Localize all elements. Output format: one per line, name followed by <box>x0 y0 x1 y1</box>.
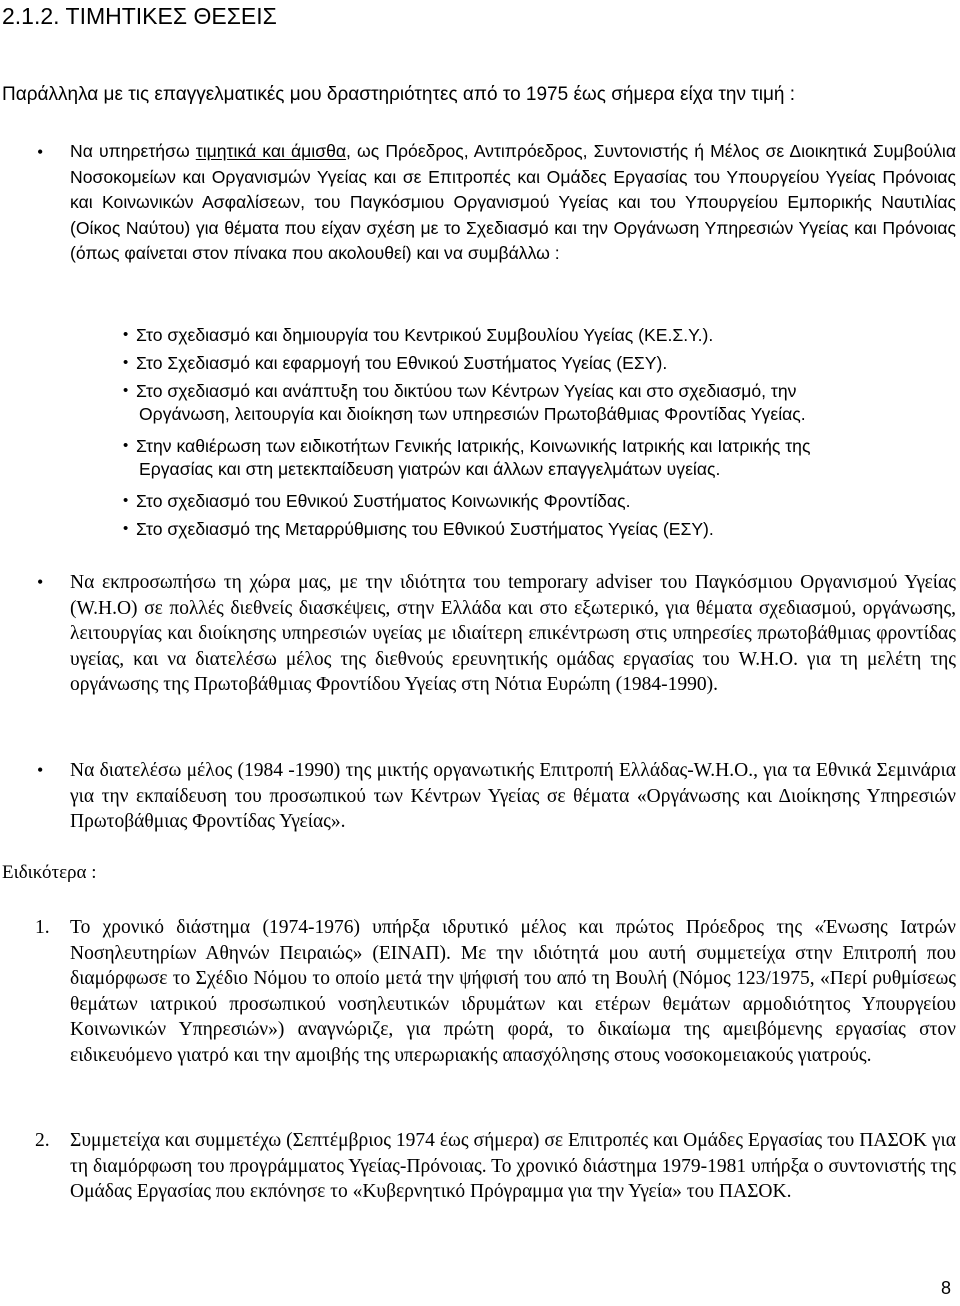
bullet-marker: • <box>37 572 44 592</box>
sub-bullet-marker: • <box>123 382 129 399</box>
section-heading: 2.1.2. ΤΙΜΗΤΙΚΕΣ ΘΕΣΕΙΣ <box>2 3 277 29</box>
item-number: 1. <box>35 917 50 938</box>
bullet-text-after: , ως Πρόεδρος, Αντιπρόεδρος, Συντονιστής ή Μέλος σε Διοικητικά Συμβούλια Νοσοκομείων και Οργανισμών Υγείας και σε Επιτροπές και Ομάδες Εργασίας του Υπουργείου Υγείας Πρόνοιας και Κοινωνικών Ασφαλίσεων, του Παγκόσμιου Οργανισμού Υγείας και του Υπουργείου Εμπορικής Ναυτιλίας (Οίκος Ναύτου) για θέματα που είχαν σχέση με το Σχεδιασμό και την Οργάνωση Υπηρεσιών Υγείας και Πρόνοιας (όπως φαίνεται στον πίνακα που ακολουθεί) και να συμβάλλω : <box>70 141 956 263</box>
bullet-text-underlined: τιμητικά και άμισθα <box>195 141 347 161</box>
sub-bullet-item <box>123 518 960 541</box>
page-number: 8 <box>941 1278 952 1298</box>
sub-bullet-marker: • <box>123 437 129 454</box>
sub-bullet-line: Στο σχεδιασμό και ανάπτυξη του δικτύου των Κέντρων Υγείας και στο σχεδιασμό, την <box>136 381 797 401</box>
sub-bullet-item <box>123 324 960 347</box>
sub-bullet-continuation: Οργάνωση, λειτουργία και διοίκηση των υπηρεσιών Πρωτοβάθμιας Φροντίδας Υγείας. <box>139 403 806 424</box>
bullet-paragraph-seminars: Να διατελέσω μέλος (1984 -1990) της μικτής οργανωτικής Επιτροπή Ελλάδας-W.H.O., για τα Εθνικά Σεμινάρια για την εκπαίδευση του προσωπικού των Κέντρων Υγείας σε θέματα «Οργάνωσης και Διοίκησης Υπηρεσιών Πρωτοβάθμιας Φροντίδας Υγείας». <box>70 760 956 832</box>
sub-bullet-item <box>123 490 960 513</box>
sub-bullet-line: Στην καθιέρωση των ειδικοτήτων Γενικής Ιατρικής, Κοινωνικής Ιατρικής και Ιατρικής της <box>136 436 811 456</box>
bullet-marker: • <box>37 142 44 162</box>
item-number: 2. <box>35 1130 50 1151</box>
sub-bullet-marker: • <box>123 492 129 509</box>
numbered-paragraph-einap: Το χρονικό διάστημα (1974-1976) υπήρξα ιδρυτικό μέλος και πρώτος Πρόεδρος της «Ένωσης Ιατρών Νοσηλευτηρίων Αθηνών Πειραιώς» (ΕΙΝΑΠ). Με την ιδιότητά μου αυτή συμμετείχα στην Επιτροπή που διαμόρφωσε το Σχέδιο Νόμου το οποίο μετά την ψήφισή του από τη Βουλή (Νόμος 123/1975, «Περί ρυθμίσεως θεμάτων ιατρικού προσωπικού νοσηλευτικών ιδρυμάτων και ετέρων θεμάτων αρμοδιότητος Υπουργείου Κοινωνικών Υπηρεσιών») αναγνώριζε, για πρώτη φορά, το δικαίωμα της αμειβόμενης εργασίας στον ειδικευόμενο γιατρό και την αμοιβής της υπερωριακής απασχόλησης στους νοσοκομειακούς γιατρούς. <box>70 917 956 1066</box>
bullet-text-before: Να υπηρετήσω <box>70 141 196 161</box>
sub-bullet-item <box>123 380 960 425</box>
sub-bullet-marker: • <box>123 520 129 537</box>
sub-bullet-line: Στο σχεδιασμό του Εθνικού Συστήματος Κοινωνικής Φροντίδας. <box>136 491 631 511</box>
sub-bullet-continuation: Εργασίας και στη μετεκπαίδευση γιατρών και άλλων επαγγελμάτων υγείας. <box>139 458 721 479</box>
sub-bullet-item <box>123 352 960 375</box>
sub-bullet-line: Στο σχεδιασμό της Μεταρρύθμισης του Εθνικού Συστήματος Υγείας (ΕΣΥ). <box>136 519 714 539</box>
bullet-marker: • <box>37 760 44 780</box>
sub-bullet-line: Στο Σχεδιασμό και εφαρμογή του Εθνικού Συστήματος Υγείας (ΕΣΥ). <box>136 353 668 373</box>
sub-bullet-marker: • <box>123 354 129 371</box>
sub-bullet-item <box>123 435 960 480</box>
sub-bullet-marker: • <box>123 326 129 343</box>
specifically-label: Ειδικότερα : <box>2 862 97 883</box>
intro-paragraph: Παράλληλα με τις επαγγελματικές μου δραστηριότητες από το 1975 έως σήμερα είχα την τιμή : <box>2 84 796 105</box>
bullet-paragraph-honorary <box>70 139 956 267</box>
sub-bullet-line: Στο σχεδιασμό και δημιουργία του Κεντρικού Συμβουλίου Υγείας (ΚΕ.Σ.Υ.). <box>136 325 714 345</box>
numbered-paragraph-pasok: Συμμετείχα και συμμετέχω (Σεπτέμβριος 1974 έως σήμερα) σε Επιτροπές και Ομάδες Εργασίας του ΠΑΣΟΚ για τη διαμόρφωση του προγράμματος Υγείας-Πρόνοιας. Το χρονικό διάστημα 1979-1981 υπήρξα ο συντονιστής της Ομάδας Εργασίας που εκπόνησε το «Κυβερνητικό Πρόγραμμα για την Υγεία» του ΠΑΣΟΚ. <box>70 1130 956 1202</box>
bullet-paragraph-who: Να εκπροσωπήσω τη χώρα μας, με την ιδιότητα του temporary adviser του Παγκόσμιου Οργανισμού Υγείας (W.H.O) σε πολλές διεθνείς διασκέψεις, στην Ελλάδα και στο εξωτερικό, για θέματα σχεδιασμού, οργάνωσης, λειτουργίας και διοίκησης υπηρεσιών υγείας με ιδιαίτερη επικέντρωση στις υπηρεσίες πρωτοβάθμιας φροντίδας υγείας, και να διατελέσω μέλος της διεθνούς ερευνητικής ομάδας εργασίας του W.H.O. για τη μελέτη της οργάνωσης της Πρωτοβάθμιας Φροντίδου Υγείας στη Νότια Ευρώπη (1984-1990). <box>70 572 956 695</box>
